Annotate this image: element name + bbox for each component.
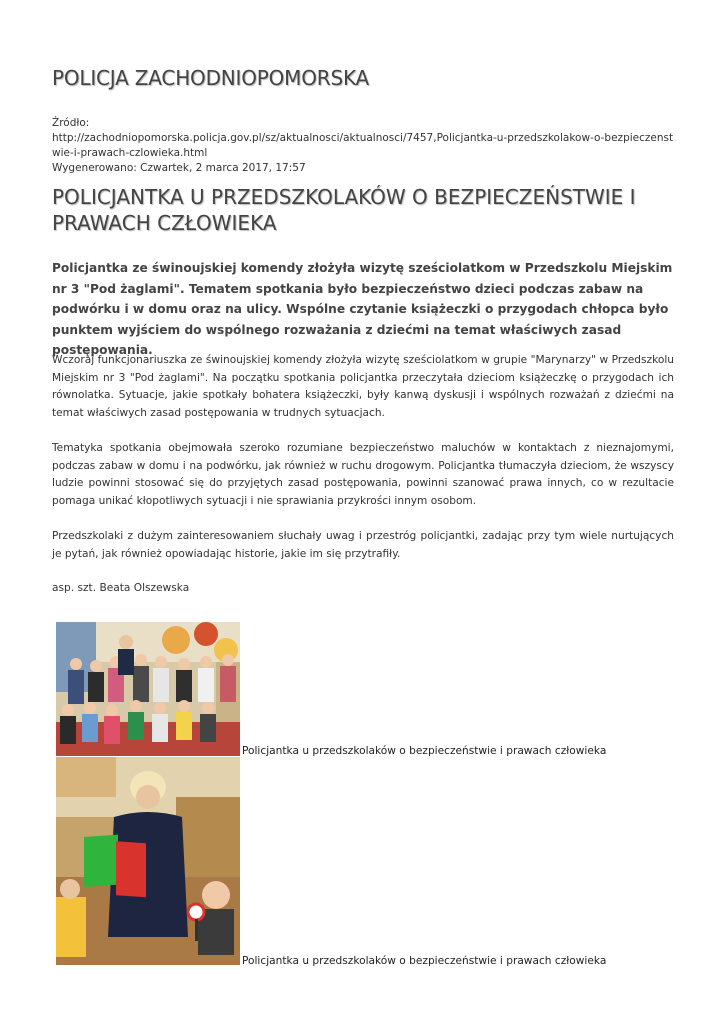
photo-caption-2: Policjantka u przedszkolaków o bezpieczeństwie i prawach człowieka bbox=[242, 955, 607, 967]
photo-caption-1: Policjantka u przedszkolaków o bezpieczeństwie i prawach człowieka bbox=[242, 745, 607, 757]
photo-group-children bbox=[56, 622, 240, 756]
source-url[interactable]: http://zachodniopomorska.policja.gov.pl/sz/aktualnosci/aktualnosci/7457,Policjantka-u-przedszkolakow-o-bezpieczenstwie-i-prawach-czlowieka.html bbox=[52, 132, 674, 159]
site-title: POLICJA ZACHODNIOPOMORSKA bbox=[52, 66, 370, 90]
source-meta bbox=[52, 116, 674, 176]
generated-date: Wygenerowano: Czwartek, 2 marca 2017, 17:57 bbox=[52, 162, 306, 174]
photo-policewoman-signs bbox=[56, 757, 240, 965]
article-lead: Policjantka ze świnoujskiej komendy złożyła wizytę sześciolatkom w Przedszkolu Miejskim nr 3 "Pod żaglami". Tematem spotkania było bezpieczeństwo dzieci podczas zabaw na podwórku i w domu oraz na ulicy. Wspólne czytanie książeczki o przygodach chłopca było punktem wyjściem do wspólnego rozważania z dziećmi na temat właściwych zasad postępowania. bbox=[52, 261, 673, 357]
article-paragraph-3: Przedszkolaki z dużym zainteresowaniem słuchały uwag i przestróg policjantki, zadając przy tym wiele nurtujących je pytań, jak również opowiadając historie, jakie im się przytrafiły. bbox=[52, 530, 674, 560]
article-title: POLICJANTKA U PRZEDSZKOLAKÓW O BEZPIECZEŃSTWIE I PRAWACH CZŁOWIEKA bbox=[52, 185, 636, 235]
source-label: Źródło: bbox=[52, 117, 90, 129]
article-author: asp. szt. Beata Olszewska bbox=[52, 582, 190, 594]
article-paragraph-2: Tematyka spotkania obejmowała szeroko rozumiane bezpieczeństwo maluchów w kontaktach z nieznajomymi, podczas zabaw w domu i na podwórku, jak również w ruchu drogowym. Policjantka tłumaczyła dzieciom, że wszyscy ludzie powinni stosować się do przyjętych zasad postępowania, powinni szanować prawa innych, co w rezultacie pomaga unikać kłopotliwych sytuacji i nie sprawiania przykrości innym osobom. bbox=[52, 442, 674, 507]
article-paragraph-1: Wczoraj funkcjonariuszka ze świnoujskiej komendy złożyła wizytę sześciolatkom w grupie "Marynarzy" w Przedszkolu Miejskim nr 3 "Pod żaglami". Na początku spotkania policjantka przeczytała dzieciom książeczkę o przygodach ich równolatka. Sytuacje, jakie spotkały bohatera książeczki, były kanwą dyskusji i wspólnych rozważań z dziećmi na temat właściwych zasad postępowania w trudnych sytuacjach. bbox=[52, 354, 674, 419]
